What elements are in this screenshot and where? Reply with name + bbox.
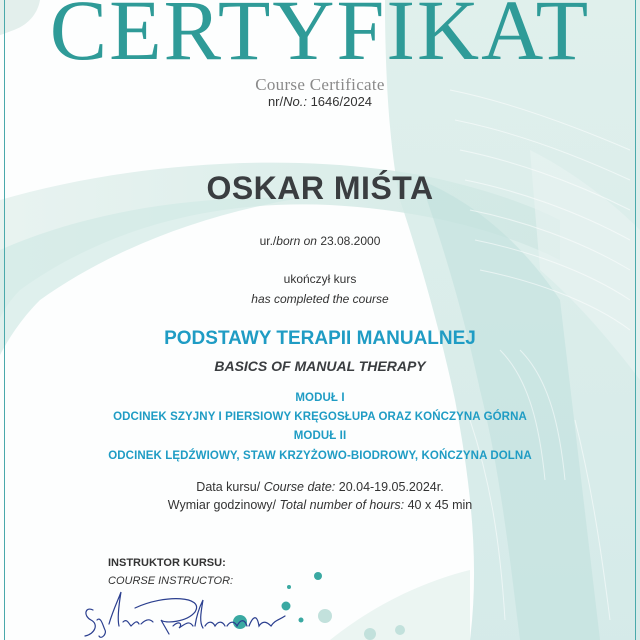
course-hours-line	[0, 498, 640, 512]
born-date: 23.08.2000	[316, 234, 381, 248]
born-label-pl: ur./	[259, 234, 277, 248]
number-value: 1646/2024	[306, 94, 373, 109]
hours-value: 40 x 45 min	[404, 498, 473, 512]
completed-text-pl: ukończył kurs	[283, 272, 357, 286]
hours-label-en: Total number of hours:	[279, 498, 405, 512]
number-label-en: No.:	[283, 94, 307, 109]
born-label-en: born on	[276, 234, 317, 248]
instructor-signature	[75, 590, 305, 640]
module-2-description: ODCINEK LĘDŹWIOWY, STAW KRZYŻOWO-BIODROWY, KOŃCZYNA DOLNA	[108, 450, 532, 462]
course-date-label-en: Course date:	[263, 480, 336, 494]
course-title-en: BASICS OF MANUAL THERAPY	[214, 358, 426, 374]
birth-date-line	[0, 234, 640, 248]
completed-text-en: has completed the course	[251, 292, 389, 306]
certificate-subtitle: Course Certificate	[255, 75, 385, 94]
number-label-pl: nr/	[267, 94, 284, 109]
course-date-line	[0, 480, 640, 494]
module-1-description: ODCINEK SZYJNY I PIERSIOWY KRĘGOSŁUPA ORAZ KOŃCZYNA GÓRNA	[113, 411, 527, 423]
module-2-title: MODUŁ II	[293, 430, 347, 442]
module-1-title: MODUŁ I	[295, 392, 345, 404]
instructor-label-pl: INSTRUKTOR KURSU:	[108, 557, 226, 569]
course-title-pl: PODSTAWY TERAPII MANUALNEJ	[164, 328, 476, 349]
instructor-label-en: COURSE INSTRUCTOR:	[108, 575, 234, 587]
course-date-label-pl: Data kursu/	[196, 480, 264, 494]
course-date-value: 20.04-19.05.2024r.	[335, 480, 444, 494]
hours-label-pl: Wymiar godzinowy/	[167, 498, 280, 512]
certificate-number	[0, 94, 640, 109]
certificate-title: CERTYFIKAT	[49, 0, 591, 78]
recipient-name: OSKAR MIŚTA	[206, 170, 434, 206]
